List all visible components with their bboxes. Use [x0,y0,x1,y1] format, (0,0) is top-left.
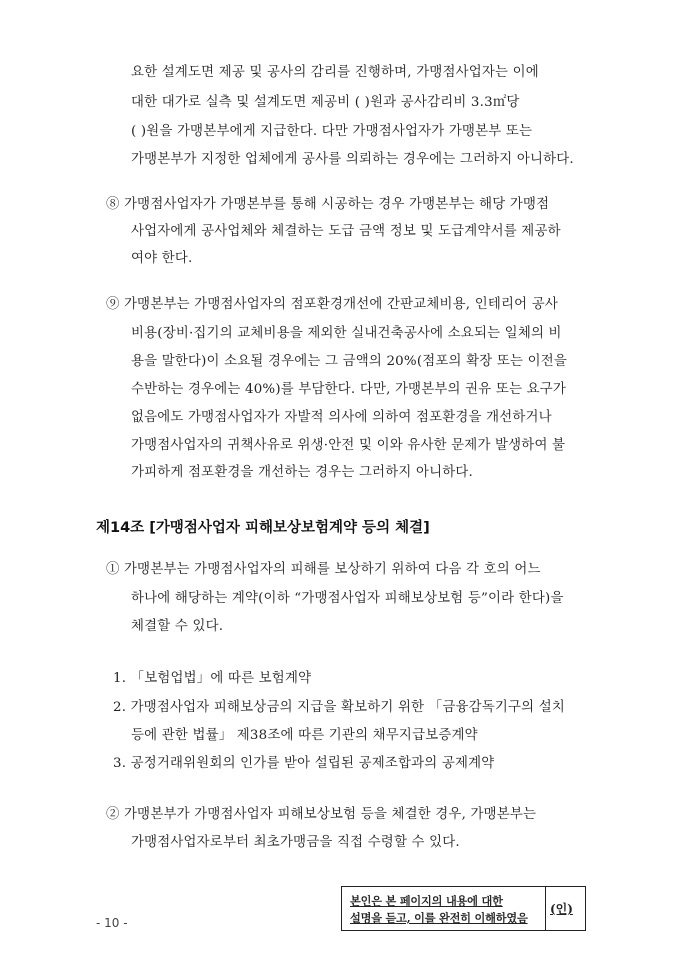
clause-9-line: 가맹점사업자의 귀책사유로 위생·안전 및 이와 유사한 문제가 발생하여 불 [131,438,566,453]
body-line: 가맹본부가 지정한 업체에게 공사를 의뢰하는 경우에는 그러하지 아니하다. [131,152,574,167]
clause-1-line: 체결할 수 있다. [131,619,224,634]
clause-1-line: 하나에 해당하는 계약(이하 “가맹점사업자 피해보상보험 등”이라 한다)을 [131,591,564,606]
clause-9-line: 용을 말한다)이 소요될 경우에는 그 금액의 20%(점포의 확장 또는 이전을 [131,354,567,369]
list-item: 등에 관한 법률」 제38조에 따른 기관의 채무지급보증계약 [131,728,478,743]
clause-8-line: ⑧ 가맹점사업자가 가맹본부를 통해 시공하는 경우 가맹본부는 해당 가맹점 [106,197,550,212]
list-item: 1. 「보험업법」에 따른 보험계약 [113,671,312,686]
list-item: 2. 가맹점사업자 피해보상금의 지급을 확보하기 위한 「금융감독기구의 설치 [113,700,566,715]
body-line: 요한 설계도면 제공 및 공사의 감리를 진행하며, 가맹점사업자는 이에 [131,65,539,80]
list-item: 3. 공정거래위원회의 인가를 받아 설립된 공제조합과의 공제계약 [113,756,495,771]
page-number: - 10 - [96,916,128,930]
clause-9-line: 수반하는 경우에는 40%)를 부담한다. 다만, 가맹본부의 권유 또는 요구가 [131,382,567,397]
confirmation-text: 설명을 듣고, 이를 완전히 이해하였음 [350,911,528,925]
body-line: 대한 대가로 실측 및 설계도면 제공비 ( )원과 공사감리비 3.3㎡당 [131,95,520,110]
clause-1-line: ① 가맹본부는 가맹점사업자의 피해를 보상하기 위하여 다음 각 호의 어느 [106,562,541,577]
body-line: ( )원을 가맹본부에게 지급한다. 다만 가맹점사업자가 가맹본부 또는 [131,124,533,139]
article-14-heading: 제14조 [가맹점사업자 피해보상보험계약 등의 체결] [96,520,430,536]
confirmation-box [341,886,586,931]
confirmation-text: 본인은 본 페이지의 내용에 대한 [350,894,503,908]
clause-8-line: 여야 한다. [131,251,193,266]
clause-8-line: 사업자에게 공사업체와 체결하는 도급 금액 정보 및 도급계약서를 제공하 [131,224,561,239]
clause-9-line: 비용(장비·집기의 교체비용을 제외한 실내건축공사에 소요되는 일체의 비 [131,326,562,341]
clause-9-line: ⑨ 가맹본부는 가맹점사업자의 점포환경개선에 간판교체비용, 인테리어 공사 [106,297,558,312]
clause-9-line: 없음에도 가맹점사업자가 자발적 의사에 의하여 점포환경을 개선하거나 [131,410,552,425]
clause-2-line: 가맹점사업자로부터 최초가맹금을 직접 수령할 수 있다. [131,835,460,850]
confirmation-divider [545,887,546,930]
clause-9-line: 가피하게 점포환경을 개선하는 경우는 그러하지 아니하다. [131,465,473,480]
clause-2-line: ② 가맹본부가 가맹점사업자 피해보상보험 등을 체결한 경우, 가맹본부는 [106,807,537,822]
seal-mark: (인) [550,902,573,916]
